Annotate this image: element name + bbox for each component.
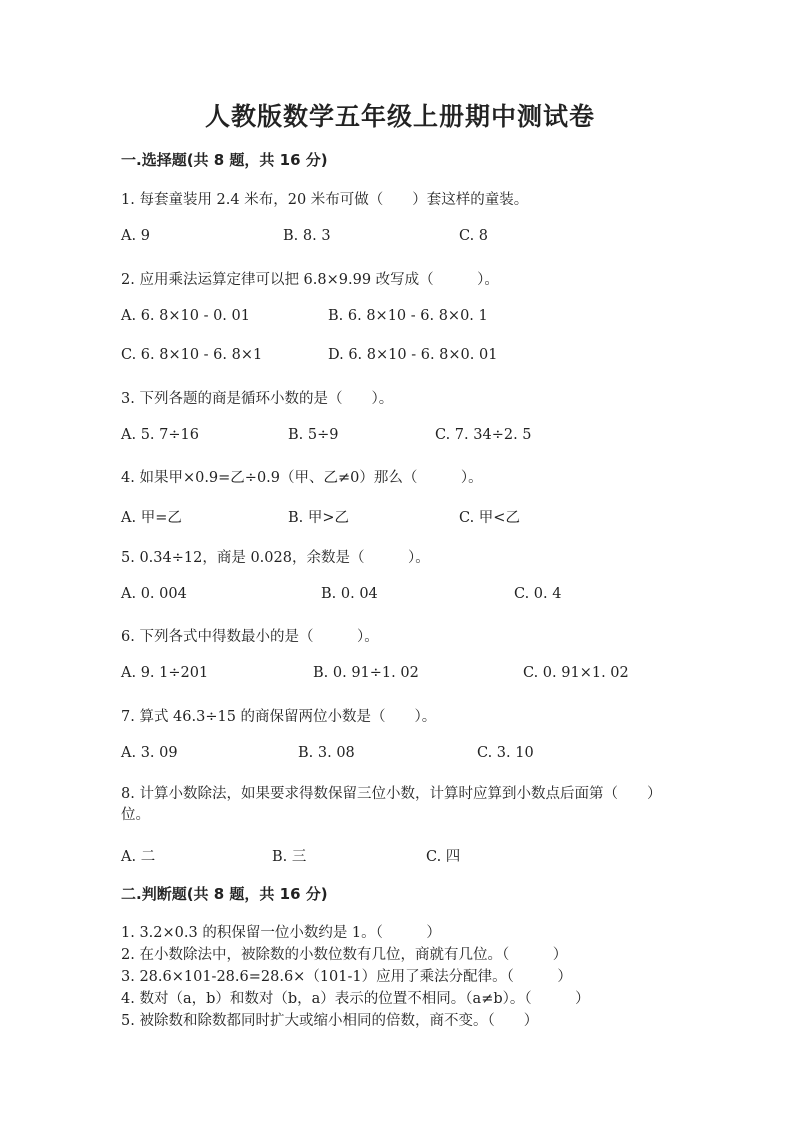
option-5-a: A. 0. 004	[121, 586, 187, 602]
option-3-b: B. 5÷9	[288, 427, 339, 443]
option-6-c: C. 0. 91×1. 02	[523, 665, 629, 681]
option-6-b: B. 0. 91÷1. 02	[313, 665, 419, 681]
question-7: 7. 算式 46.3÷15 的商保留两位小数是（ ）。	[121, 709, 437, 725]
option-2-d: D. 6. 8×10 - 6. 8×0. 01	[328, 347, 498, 363]
option-8-a: A. 二	[121, 849, 156, 865]
option-4-b: B. 甲>乙	[288, 510, 350, 526]
section-heading-judge: 二.判断题(共 8 题，共 16 分)	[121, 885, 328, 903]
judge-item-5: 5. 被除数和除数都同时扩大或缩小相同的倍数，商不变。（ ）	[121, 1013, 539, 1029]
option-5-c: C. 0. 4	[514, 586, 562, 602]
option-8-c: C. 四	[426, 849, 461, 865]
option-3-a: A. 5. 7÷16	[121, 427, 199, 443]
question-3: 3. 下列各题的商是循环小数的是（ ）。	[121, 391, 394, 407]
option-4-a: A. 甲=乙	[121, 510, 182, 526]
option-4-c: C. 甲<乙	[459, 510, 520, 526]
option-1-a: A. 9	[121, 228, 150, 244]
question-2: 2. 应用乘法运算定律可以把 6.8×9.99 改写成（ ）。	[121, 272, 499, 288]
judge-item-4: 4. 数对（a，b）和数对（b，a）表示的位置不相同。（a≠b）。（ ）	[121, 991, 590, 1007]
judge-item-2: 2. 在小数除法中，被除数的小数位数有几位，商就有几位。（ ）	[121, 947, 568, 963]
option-8-b: B. 三	[272, 849, 307, 865]
option-7-a: A. 3. 09	[121, 745, 178, 761]
option-5-b: B. 0. 04	[321, 586, 378, 602]
option-2-b: B. 6. 8×10 - 6. 8×0. 1	[328, 308, 488, 324]
option-7-c: C. 3. 10	[477, 745, 534, 761]
option-1-c: C. 8	[459, 228, 489, 244]
question-6: 6. 下列各式中得数最小的是（ ）。	[121, 629, 379, 645]
question-8: 8. 计算小数除法，如果要求得数保留三位小数，计算时应算到小数点后面第（ ）位。	[121, 786, 662, 823]
question-5: 5. 0.34÷12，商是 0.028，余数是（ ）。	[121, 550, 430, 566]
option-2-c: C. 6. 8×10 - 6. 8×1	[121, 347, 263, 363]
option-2-a: A. 6. 8×10 - 0. 01	[121, 308, 250, 324]
option-6-a: A. 9. 1÷201	[121, 665, 209, 681]
judge-item-3: 3. 28.6×101-28.6=28.6×（101-1）应用了乘法分配律。（ ）	[121, 969, 572, 985]
question-4: 4. 如果甲×0.9=乙÷0.9（甲、乙≠0）那么（ ）。	[121, 470, 483, 486]
question-1: 1. 每套童装用 2.4 米布，20 米布可做（ ）套这样的童装。	[121, 192, 529, 208]
judge-item-1: 1. 3.2×0.3 的积保留一位小数约是 1。（ ）	[121, 925, 441, 941]
option-1-b: B. 8. 3	[283, 228, 331, 244]
option-3-c: C. 7. 34÷2. 5	[435, 427, 532, 443]
option-7-b: B. 3. 08	[298, 745, 355, 761]
section-heading-choice: 一.选择题(共 8 题，共 16 分)	[121, 151, 328, 169]
page-title: 人教版数学五年级上册期中测试卷	[204, 102, 595, 131]
